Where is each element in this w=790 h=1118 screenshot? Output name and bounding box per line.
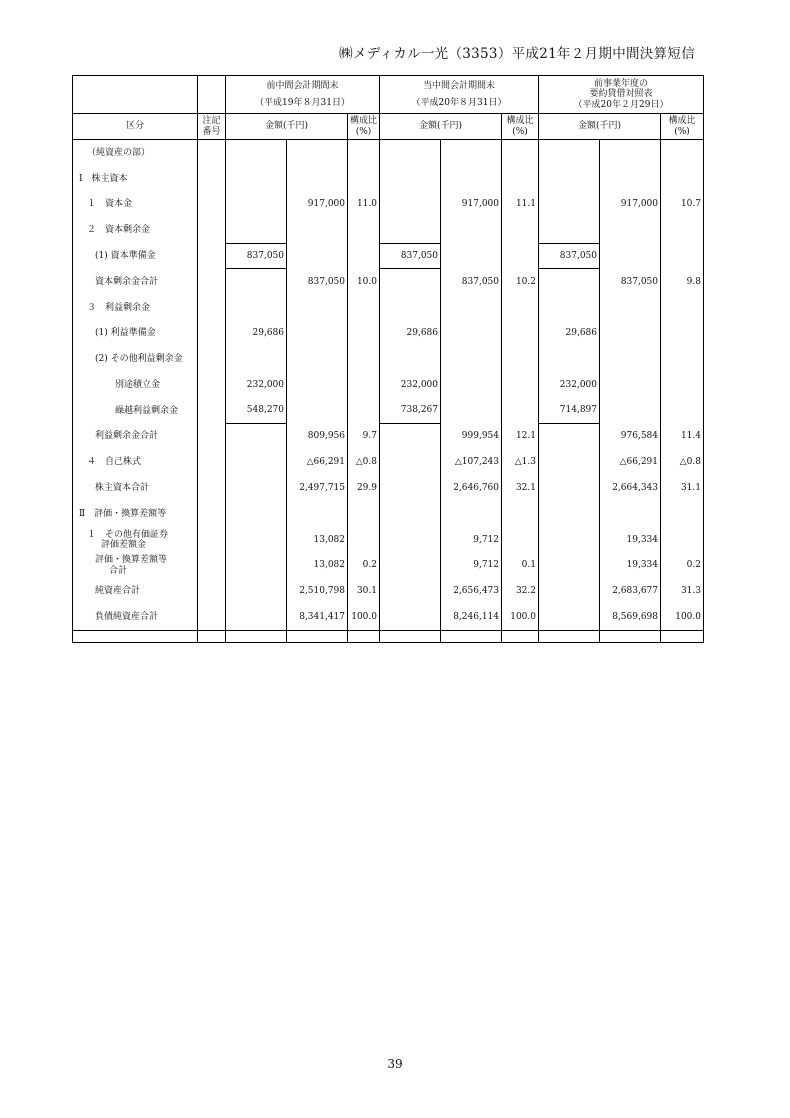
table-row: [73, 372, 704, 398]
amount-cell: [287, 321, 348, 347]
table-row: [73, 269, 704, 295]
amount-cell: 2,510,798: [287, 579, 348, 605]
sub-amount-cell: [539, 604, 600, 630]
ratio-header-line1: 構成比: [668, 116, 696, 127]
ratio-cell: [661, 243, 704, 269]
amount-cell: [600, 166, 661, 192]
table-row: [73, 192, 704, 218]
ratio-cell: △1.3: [502, 450, 539, 476]
period-date: （平成19年８月31日）: [255, 97, 350, 108]
ratio-cell: [661, 346, 704, 372]
column-header-row: [73, 114, 704, 140]
amount-header: 金額(千円): [380, 114, 502, 140]
spacer-cell: [661, 631, 704, 643]
ratio-cell: [502, 217, 539, 243]
note-cell: [198, 424, 226, 450]
ratio-header-line1: 構成比: [349, 116, 377, 127]
blank-header-cell: [198, 76, 226, 114]
ratio-cell: 12.1: [502, 424, 539, 450]
ratio-cell: 11.1: [502, 192, 539, 218]
amount-cell: △107,243: [441, 450, 502, 476]
sub-amount-cell: [539, 192, 600, 218]
ratio-cell: 31.3: [661, 579, 704, 605]
amount-cell: [600, 217, 661, 243]
ratio-cell: [661, 398, 704, 424]
row-label: [73, 527, 198, 553]
ratio-cell: [661, 501, 704, 527]
ratio-cell: [348, 501, 380, 527]
sub-amount-cell: [226, 450, 287, 476]
table-row: [73, 604, 704, 630]
amount-cell: 13,082: [287, 553, 348, 579]
table-bottom-spacer: [73, 631, 704, 643]
period-prev-interim-header: [226, 76, 380, 114]
row-label: ２ 資本剰余金: [73, 217, 198, 243]
sub-amount-cell: 232,000: [380, 372, 441, 398]
amount-cell: [441, 217, 502, 243]
ratio-cell: [661, 166, 704, 192]
period-name-line2: 要約貸借対照表: [589, 89, 653, 100]
amount-cell: 837,050: [441, 269, 502, 295]
note-cell: [198, 398, 226, 424]
spacer-cell: [198, 631, 226, 643]
period-name: 当中間会計期間末: [422, 81, 495, 92]
table-row: [73, 346, 704, 372]
amount-header: 金額(千円): [539, 114, 661, 140]
ratio-cell: [348, 346, 380, 372]
table-row: [73, 579, 704, 605]
sub-amount-cell: [380, 192, 441, 218]
row-label: １ 資本金: [73, 192, 198, 218]
ratio-header-line2: (%): [674, 126, 690, 137]
row-label: Ⅱ 評価・換算差額等: [73, 501, 198, 527]
amount-cell: [441, 140, 502, 166]
row-label: 利益剰余金合計: [73, 424, 198, 450]
row-label-line1: 評価・換算差額等: [95, 555, 168, 566]
amount-cell: [600, 295, 661, 321]
sub-amount-cell: [380, 475, 441, 501]
amount-cell: 917,000: [287, 192, 348, 218]
amount-cell: 8,341,417: [287, 604, 348, 630]
sub-amount-cell: [539, 450, 600, 476]
sub-amount-cell: [226, 192, 287, 218]
table-row: [73, 217, 704, 243]
amount-cell: [600, 346, 661, 372]
ratio-cell: 0.2: [661, 553, 704, 579]
ratio-cell: [661, 527, 704, 553]
ratio-cell: [348, 140, 380, 166]
sub-amount-cell: [380, 604, 441, 630]
ratio-cell: 9.8: [661, 269, 704, 295]
ratio-header-line2: (%): [512, 126, 528, 137]
period-date: （平成20年２月29日）: [573, 99, 669, 110]
sub-amount-cell: [226, 501, 287, 527]
ratio-cell: [502, 295, 539, 321]
row-label: [73, 553, 198, 579]
ratio-header-line2: (%): [355, 126, 372, 137]
sub-amount-cell: [226, 579, 287, 605]
sub-amount-cell: 714,897: [539, 398, 600, 424]
sub-amount-cell: [226, 424, 287, 450]
note-cell: [198, 321, 226, 347]
sub-amount-cell: [226, 527, 287, 553]
amount-cell: 9,712: [441, 527, 502, 553]
ratio-cell: [348, 372, 380, 398]
note-cell: [198, 604, 226, 630]
amount-cell: [441, 295, 502, 321]
sub-amount-cell: 837,050: [380, 243, 441, 269]
sub-amount-cell: [380, 346, 441, 372]
amount-cell: 976,584: [600, 424, 661, 450]
row-label: 純資産合計: [73, 579, 198, 605]
sub-amount-cell: 837,050: [539, 243, 600, 269]
ratio-cell: 10.2: [502, 269, 539, 295]
sub-amount-cell: [539, 140, 600, 166]
amount-cell: 19,334: [600, 553, 661, 579]
sub-amount-cell: [226, 217, 287, 243]
row-label: (1) 利益準備金: [73, 321, 198, 347]
ratio-cell: [502, 501, 539, 527]
period-header-row: [73, 76, 704, 114]
amount-cell: 837,050: [600, 269, 661, 295]
amount-cell: [441, 166, 502, 192]
ratio-cell: [502, 346, 539, 372]
sub-amount-cell: [380, 166, 441, 192]
ratio-cell: [502, 321, 539, 347]
table-row: [73, 501, 704, 527]
amount-cell: △66,291: [600, 450, 661, 476]
amount-cell: 837,050: [287, 269, 348, 295]
row-label: (2) その他利益剰余金: [73, 346, 198, 372]
spacer-cell: [226, 631, 287, 643]
amount-cell: 19,334: [600, 527, 661, 553]
period-name: 前中間会計期間末: [266, 81, 339, 92]
sub-amount-cell: [226, 346, 287, 372]
sub-amount-cell: 232,000: [226, 372, 287, 398]
row-label-line2: 評価差額金: [101, 539, 147, 550]
row-label: 繰越利益剰余金: [73, 398, 198, 424]
spacer-cell: [502, 631, 539, 643]
sub-amount-cell: [539, 424, 600, 450]
amount-cell: [441, 501, 502, 527]
amount-cell: [287, 372, 348, 398]
table-row: [73, 140, 704, 166]
note-header-line1: 注記: [202, 116, 221, 127]
amount-cell: [600, 372, 661, 398]
spacer-cell: [600, 631, 661, 643]
amount-cell: 999,954: [441, 424, 502, 450]
ratio-cell: [502, 140, 539, 166]
item-header: 区分: [73, 114, 198, 140]
sub-amount-cell: [539, 346, 600, 372]
table-row: [73, 166, 704, 192]
sub-amount-cell: [539, 295, 600, 321]
amount-cell: [287, 166, 348, 192]
note-cell: [198, 346, 226, 372]
ratio-cell: 0.2: [348, 553, 380, 579]
sub-amount-cell: 837,050: [226, 243, 287, 269]
ratio-cell: [661, 217, 704, 243]
ratio-cell: 11.4: [661, 424, 704, 450]
row-label: Ⅰ 株主資本: [73, 166, 198, 192]
sub-amount-cell: 232,000: [539, 372, 600, 398]
spacer-cell: [441, 631, 502, 643]
ratio-cell: 10.0: [348, 269, 380, 295]
amount-cell: 2,664,343: [600, 475, 661, 501]
note-cell: [198, 140, 226, 166]
ratio-cell: [348, 398, 380, 424]
ratio-cell: [502, 398, 539, 424]
amount-cell: [287, 295, 348, 321]
amount-cell: 8,569,698: [600, 604, 661, 630]
ratio-cell: [661, 140, 704, 166]
ratio-cell: [661, 372, 704, 398]
ratio-cell: [502, 243, 539, 269]
note-cell: [198, 527, 226, 553]
sub-amount-cell: [380, 140, 441, 166]
ratio-cell: [502, 166, 539, 192]
ratio-cell: 9.7: [348, 424, 380, 450]
ratio-cell: [348, 166, 380, 192]
ratio-cell: [348, 243, 380, 269]
row-label: (1) 資本準備金: [73, 243, 198, 269]
amount-cell: [600, 243, 661, 269]
ratio-cell: [348, 217, 380, 243]
sub-amount-cell: [380, 579, 441, 605]
row-label: 資本剰余金合計: [73, 269, 198, 295]
note-cell: [198, 217, 226, 243]
sub-amount-cell: [539, 217, 600, 243]
amount-cell: 809,956: [287, 424, 348, 450]
ratio-header: [348, 114, 380, 140]
note-cell: [198, 501, 226, 527]
ratio-cell: 100.0: [502, 604, 539, 630]
sub-amount-cell: [539, 166, 600, 192]
amount-cell: [441, 372, 502, 398]
ratio-header: [502, 114, 539, 140]
ratio-cell: 32.1: [502, 475, 539, 501]
note-cell: [198, 372, 226, 398]
amount-cell: [441, 243, 502, 269]
amount-cell: [600, 501, 661, 527]
sub-amount-cell: 548,270: [226, 398, 287, 424]
sub-amount-cell: [539, 269, 600, 295]
period-name-line1: 前事業年度の: [593, 78, 648, 89]
period-prev-fiscal-header: [539, 76, 704, 114]
sub-amount-cell: [380, 217, 441, 243]
ratio-cell: 100.0: [348, 604, 380, 630]
table-row: [73, 243, 704, 269]
amount-cell: 2,646,760: [441, 475, 502, 501]
period-current-interim-header: [380, 76, 539, 114]
row-label: 負債純資産合計: [73, 604, 198, 630]
sub-amount-cell: [380, 501, 441, 527]
sub-amount-cell: [226, 604, 287, 630]
amount-cell: 2,683,677: [600, 579, 661, 605]
ratio-header: [661, 114, 704, 140]
table-row: [73, 424, 704, 450]
spacer-cell: [73, 631, 198, 643]
note-cell: [198, 243, 226, 269]
note-cell: [198, 269, 226, 295]
spacer-cell: [539, 631, 600, 643]
amount-cell: 2,656,473: [441, 579, 502, 605]
sub-amount-cell: [380, 424, 441, 450]
amount-cell: [287, 501, 348, 527]
sub-amount-cell: [226, 140, 287, 166]
ratio-cell: [502, 372, 539, 398]
sub-amount-cell: [226, 295, 287, 321]
spacer-cell: [348, 631, 380, 643]
amount-cell: [287, 217, 348, 243]
amount-cell: 8,246,114: [441, 604, 502, 630]
row-label-line1: １ その他有価証券: [87, 529, 169, 540]
table-row: [73, 398, 704, 424]
row-label-line2: 合計: [109, 565, 128, 576]
row-label: （純資産の部）: [73, 140, 198, 166]
note-header-line2: 番号: [202, 126, 221, 137]
sub-amount-cell: [380, 450, 441, 476]
row-label: ３ 利益剰余金: [73, 295, 198, 321]
balance-sheet-table: [72, 75, 704, 643]
spacer-cell: [287, 631, 348, 643]
ratio-cell: △0.8: [348, 450, 380, 476]
ratio-cell: 0.1: [502, 553, 539, 579]
ratio-cell: 11.0: [348, 192, 380, 218]
table-row: [73, 553, 704, 579]
row-label: 別途積立金: [73, 372, 198, 398]
sub-amount-cell: [226, 166, 287, 192]
ratio-cell: 29.9: [348, 475, 380, 501]
sub-amount-cell: [226, 269, 287, 295]
sub-amount-cell: [380, 269, 441, 295]
table-row: [73, 527, 704, 553]
note-cell: [198, 166, 226, 192]
note-cell: [198, 475, 226, 501]
amount-cell: [287, 346, 348, 372]
amount-cell: [287, 243, 348, 269]
spacer-cell: [380, 631, 441, 643]
amount-cell: [441, 398, 502, 424]
amount-cell: [600, 140, 661, 166]
sub-amount-cell: [539, 527, 600, 553]
table-row: [73, 295, 704, 321]
row-label: ４ 自己株式: [73, 450, 198, 476]
ratio-cell: △0.8: [661, 450, 704, 476]
amount-cell: 13,082: [287, 527, 348, 553]
note-cell: [198, 450, 226, 476]
amount-cell: 9,712: [441, 553, 502, 579]
sub-amount-cell: [539, 501, 600, 527]
sub-amount-cell: [380, 295, 441, 321]
note-cell: [198, 553, 226, 579]
sub-amount-cell: 738,267: [380, 398, 441, 424]
ratio-cell: 100.0: [661, 604, 704, 630]
table-row: [73, 475, 704, 501]
ratio-cell: [661, 321, 704, 347]
page-number: 39: [387, 1057, 403, 1071]
amount-cell: [600, 398, 661, 424]
amount-cell: [441, 321, 502, 347]
amount-cell: [441, 346, 502, 372]
blank-header-cell: [73, 76, 198, 114]
sub-amount-cell: [226, 475, 287, 501]
amount-cell: 917,000: [441, 192, 502, 218]
note-number-header: [198, 114, 226, 140]
sub-amount-cell: [380, 553, 441, 579]
sub-amount-cell: 29,686: [539, 321, 600, 347]
ratio-cell: [661, 295, 704, 321]
sub-amount-cell: [539, 475, 600, 501]
sub-amount-cell: [539, 579, 600, 605]
ratio-cell: [348, 295, 380, 321]
amount-cell: [287, 398, 348, 424]
ratio-header-line1: 構成比: [506, 116, 534, 127]
amount-cell: [287, 140, 348, 166]
sub-amount-cell: [380, 527, 441, 553]
ratio-cell: 10.7: [661, 192, 704, 218]
note-cell: [198, 295, 226, 321]
sub-amount-cell: [226, 553, 287, 579]
row-label: 株主資本合計: [73, 475, 198, 501]
ratio-cell: [348, 321, 380, 347]
note-cell: [198, 579, 226, 605]
amount-cell: [600, 321, 661, 347]
sub-amount-cell: 29,686: [226, 321, 287, 347]
sub-amount-cell: 29,686: [380, 321, 441, 347]
table-row: [73, 450, 704, 476]
amount-cell: 917,000: [600, 192, 661, 218]
ratio-cell: 31.1: [661, 475, 704, 501]
period-date: （平成20年８月31日）: [411, 97, 507, 108]
note-cell: [198, 192, 226, 218]
amount-cell: 2,497,715: [287, 475, 348, 501]
amount-cell: △66,291: [287, 450, 348, 476]
table-row: [73, 321, 704, 347]
ratio-cell: [348, 527, 380, 553]
ratio-cell: 30.1: [348, 579, 380, 605]
ratio-cell: 32.2: [502, 579, 539, 605]
amount-header: 金額(千円): [226, 114, 348, 140]
ratio-cell: [502, 527, 539, 553]
sub-amount-cell: [539, 553, 600, 579]
document-header: ㈱メディカル一光（3353）平成21年２月期中間決算短信: [339, 46, 695, 62]
